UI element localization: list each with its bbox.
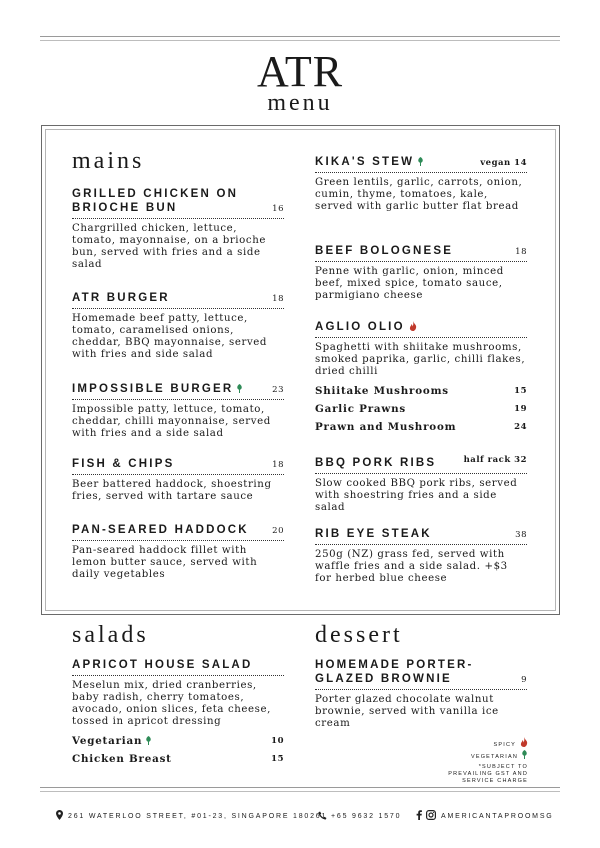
item-price: 23	[272, 385, 284, 395]
dotted-divider	[315, 261, 527, 262]
bottom-rule-2	[40, 791, 560, 792]
option-garlic-prawns	[315, 403, 527, 421]
option-label: Garlic Prawns	[315, 403, 406, 415]
menu-item-kikas-stew	[315, 155, 527, 213]
dessert-heading: dessert	[315, 622, 403, 648]
menu-item-apricot-house-salad	[72, 658, 284, 771]
footer-address: 261 WATERLOO STREET, #01-23, SINGAPORE 180261	[68, 813, 328, 820]
dotted-divider	[315, 172, 527, 173]
option-shiitake	[315, 385, 527, 403]
menu-item-impossible-burger	[72, 382, 284, 440]
legend-vegetarian	[471, 750, 528, 760]
item-price: 38	[515, 530, 527, 540]
item-price: 18	[272, 460, 284, 470]
facebook-icon[interactable]	[416, 810, 422, 820]
dotted-divider	[72, 399, 284, 400]
menu-item-porter-brownie	[315, 658, 527, 730]
item-price: 18	[515, 247, 527, 257]
menu-item-aglio-olio	[315, 320, 527, 439]
vegetarian-icon	[236, 384, 243, 393]
legend-note: *SUBJECT TO PREVAILING GST AND SERVICE CHARGE	[448, 764, 528, 784]
item-price: 18	[272, 294, 284, 304]
page-subtitle: menu	[267, 90, 333, 116]
footer-phone: +65 9632 1570	[331, 813, 402, 820]
dotted-divider	[72, 675, 284, 676]
footer-social-handle[interactable]: AMERICANTAPROOMSG	[441, 813, 554, 820]
menu-item-rib-eye-steak	[315, 527, 527, 585]
spicy-icon	[409, 321, 417, 331]
item-name: RIB EYE STEAK	[315, 528, 432, 540]
location-pin-icon	[56, 810, 63, 820]
item-description: Porter glazed chocolate walnut brownie, served with vanilla ice cream	[315, 694, 499, 729]
bottom-rule-1	[40, 787, 560, 788]
item-name: GRILLED CHICKEN ON BRIOCHE BUN	[72, 188, 239, 214]
menu-item-bbq-pork-ribs	[315, 456, 527, 514]
menu-item-pan-seared-haddock	[72, 523, 284, 581]
item-description: 250g (NZ) grass fed, served with waffle fries and a side salad. +$3 for herbed blue cheese	[315, 549, 508, 584]
item-name: PAN-SEARED HADDOCK	[72, 524, 249, 536]
option-prawn-mushroom	[315, 421, 527, 439]
option-price: 19	[514, 404, 527, 414]
item-description: Homemade beef patty, lettuce, tomato, caramelised onions, cheddar, BBQ mayonnaise, served with fries and side salad	[72, 313, 268, 360]
menu-item-fish-chips	[72, 457, 284, 503]
item-description: Spaghetti with shiitake mushrooms, smoked paprika, garlic, chilli flakes, dried chilli	[315, 342, 526, 377]
legend-vegetarian-label: VEGETARIAN	[470, 754, 518, 760]
item-price: 16	[272, 204, 284, 214]
option-price: 15	[271, 754, 284, 764]
item-price: half rack 32	[463, 455, 527, 465]
vegetarian-icon	[417, 157, 424, 166]
dotted-divider	[72, 474, 284, 475]
item-name: BEEF BOLOGNESE	[315, 245, 454, 257]
spicy-icon	[520, 737, 528, 747]
item-name: AGLIO OLIO	[315, 321, 405, 333]
dotted-divider	[72, 218, 284, 219]
item-name: HOMEMADE PORTER-GLAZED BROWNIE	[315, 659, 474, 685]
item-name: IMPOSSIBLE BURGER	[72, 383, 234, 395]
menu-item-atr-burger	[72, 291, 284, 361]
phone-icon	[318, 811, 327, 820]
legend-spicy-label: SPICY	[493, 742, 516, 748]
dotted-divider	[315, 544, 527, 545]
item-name: BBQ PORK RIBS	[315, 457, 437, 469]
item-description: Beer battered haddock, shoestring fries, served with tartare sauce	[72, 479, 272, 502]
dotted-divider	[315, 473, 527, 474]
item-name: KIKA'S STEW	[315, 156, 415, 168]
item-description: Pan-seared haddock fillet with lemon butter sauce, served with daily vegetables	[72, 545, 258, 580]
dotted-divider	[315, 337, 527, 338]
item-description: Penne with garlic, onion, minced beef, mixed spice, tomato sauce, parmigiano cheese	[315, 266, 504, 301]
option-price: 24	[514, 422, 527, 432]
item-description: Slow cooked BBQ pork ribs, served with shoestring fries and a side salad	[315, 478, 518, 513]
option-price: 15	[514, 386, 527, 396]
top-rule-2	[40, 40, 560, 41]
option-label: Chicken Breast	[72, 753, 172, 765]
instagram-icon[interactable]	[426, 810, 436, 820]
item-description: Meselun mix, dried cranberries, baby radish, cherry tomatoes, avocado, onion slices, feta cheese, tossed in apricot dressing	[72, 680, 271, 727]
item-price: vegan 14	[480, 158, 527, 168]
item-price: 9	[521, 675, 527, 685]
item-description: Chargrilled chicken, lettuce, tomato, mayonnaise, on a brioche bun, served with fries and a side salad	[72, 223, 266, 270]
salads-heading: salads	[72, 622, 149, 648]
top-rule-1	[40, 36, 560, 37]
menu-item-grilled-chicken	[72, 187, 284, 271]
item-name: ATR BURGER	[72, 292, 170, 304]
option-vegetarian	[72, 735, 284, 753]
page-title: ATR	[256, 47, 344, 96]
dotted-divider	[72, 540, 284, 541]
menu-item-beef-bolognese	[315, 244, 527, 302]
option-chicken-breast	[72, 753, 284, 771]
item-price: 20	[272, 526, 284, 536]
vegetarian-icon	[521, 750, 528, 759]
item-description: Impossible patty, lettuce, tomato, cheddar, chilli mayonnaise, served with fries and a side salad	[72, 404, 271, 439]
option-label: Prawn and Mushroom	[315, 421, 457, 433]
dotted-divider	[72, 308, 284, 309]
option-label: Vegetarian	[72, 735, 143, 747]
item-name: APRICOT HOUSE SALAD	[72, 659, 253, 671]
item-description: Green lentils, garlic, carrots, onion, cumin, thyme, tomatoes, kale, served with garlic butter flat bread	[315, 177, 523, 212]
legend-spicy	[493, 737, 528, 748]
option-price: 10	[271, 736, 284, 746]
option-label: Shiitake Mushrooms	[315, 385, 449, 397]
dotted-divider	[315, 689, 527, 690]
mains-heading: mains	[72, 148, 145, 174]
vegetarian-icon	[145, 736, 152, 745]
item-name: FISH & CHIPS	[72, 458, 175, 470]
